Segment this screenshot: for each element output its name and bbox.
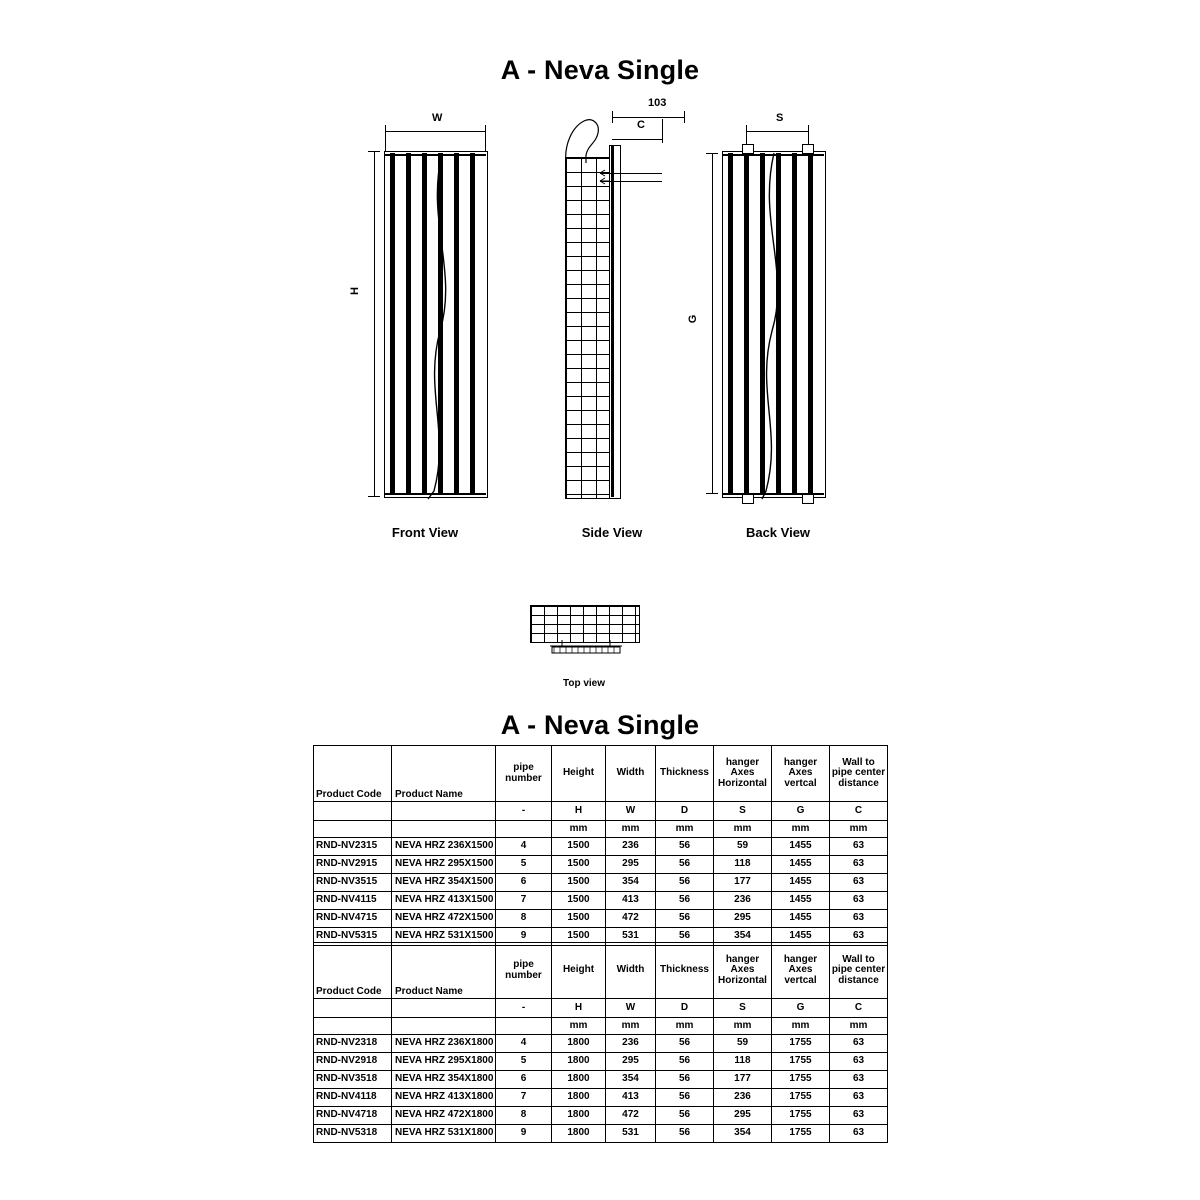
th-product-name: Product Name <box>392 943 496 999</box>
cell-w: 354 <box>606 874 656 892</box>
cell-g: 1455 <box>772 910 830 928</box>
cell-h: 1800 <box>552 1071 606 1089</box>
cell-g: 1755 <box>772 1089 830 1107</box>
th-thickness: Thickness <box>656 746 714 802</box>
dim-line-depth <box>612 117 684 118</box>
cell-name: NEVA HRZ 236X1800 <box>392 1035 496 1053</box>
hanger-bracket-top-left <box>742 144 754 154</box>
sym-pipes: - <box>496 999 552 1018</box>
table-symbol-row <box>314 802 888 821</box>
cell-g: 1455 <box>772 892 830 910</box>
cell-name: NEVA HRZ 295X1500 <box>392 856 496 874</box>
sym-w: W <box>606 999 656 1018</box>
cell-code: RND-NV4715 <box>314 910 392 928</box>
cell-s: 118 <box>714 1053 772 1071</box>
dim-label-s: S <box>776 112 784 124</box>
cell-c: 63 <box>830 1107 888 1125</box>
unit-s: mm <box>714 1018 772 1035</box>
unit-c: mm <box>830 821 888 838</box>
cell-h: 1500 <box>552 856 606 874</box>
cell-w: 531 <box>606 928 656 946</box>
dim-label-c: C <box>637 119 645 131</box>
th-hanger-axes-horizontal: hanger Axes Horizontal <box>714 746 772 802</box>
cell-code: RND-NV5318 <box>314 1125 392 1143</box>
unit-blank-pipes <box>496 821 552 838</box>
cell-pipes: 6 <box>496 1071 552 1089</box>
table-row <box>314 874 888 892</box>
unit-h: mm <box>552 821 606 838</box>
cell-w: 413 <box>606 1089 656 1107</box>
unit-d: mm <box>656 821 714 838</box>
cell-name: NEVA HRZ 531X1800 <box>392 1125 496 1143</box>
cell-w: 472 <box>606 1107 656 1125</box>
cell-code: RND-NV3515 <box>314 874 392 892</box>
cell-d: 56 <box>656 874 714 892</box>
cell-code: RND-NV2915 <box>314 856 392 874</box>
cell-w: 236 <box>606 1035 656 1053</box>
cell-d: 56 <box>656 1035 714 1053</box>
sym-g: G <box>772 802 830 821</box>
sym-blank-code <box>314 802 392 821</box>
th-pipe-number: pipe number <box>496 943 552 999</box>
cell-w: 295 <box>606 856 656 874</box>
dim-line-g <box>712 153 713 493</box>
cell-g: 1455 <box>772 838 830 856</box>
unit-blank-code <box>314 1018 392 1035</box>
cell-g: 1755 <box>772 1125 830 1143</box>
cell-s: 59 <box>714 838 772 856</box>
table-row <box>314 856 888 874</box>
cell-g: 1455 <box>772 856 830 874</box>
cell-h: 1800 <box>552 1107 606 1125</box>
spec-table-1500 <box>313 745 888 946</box>
table-header-row <box>314 746 888 802</box>
cell-pipes: 5 <box>496 1053 552 1071</box>
table-row <box>314 1071 888 1089</box>
cell-w: 413 <box>606 892 656 910</box>
cell-code: RND-NV4718 <box>314 1107 392 1125</box>
unit-blank-name <box>392 1018 496 1035</box>
sym-s: S <box>714 802 772 821</box>
view-label-side: Side View <box>581 525 643 540</box>
unit-g: mm <box>772 821 830 838</box>
cell-code: RND-NV2315 <box>314 838 392 856</box>
table-row <box>314 1107 888 1125</box>
dim-tick-h-top <box>368 151 380 152</box>
cell-c: 63 <box>830 874 888 892</box>
table-row <box>314 910 888 928</box>
unit-s: mm <box>714 821 772 838</box>
dim-tick-g-bottom <box>706 493 718 494</box>
table-unit-row <box>314 821 888 838</box>
dim-label-g: G <box>687 314 699 324</box>
cell-w: 472 <box>606 910 656 928</box>
cell-s: 236 <box>714 1089 772 1107</box>
dim-tick-g-top <box>706 153 718 154</box>
page-title-table: A - Neva Single <box>500 710 700 740</box>
cell-name: NEVA HRZ 531X1500 <box>392 928 496 946</box>
view-label-back: Back View <box>745 525 811 540</box>
unit-blank-name <box>392 821 496 838</box>
cell-name: NEVA HRZ 295X1800 <box>392 1053 496 1071</box>
cell-s: 354 <box>714 1125 772 1143</box>
cell-c: 63 <box>830 1125 888 1143</box>
cell-d: 56 <box>656 1125 714 1143</box>
spec-table-1800-wrapper <box>313 942 887 1143</box>
cell-c: 63 <box>830 892 888 910</box>
table-symbol-row <box>314 999 888 1018</box>
side-view-wall <box>565 157 611 499</box>
hanger-bracket-top-right <box>802 144 814 154</box>
dim-line-s <box>746 131 808 132</box>
cell-h: 1500 <box>552 910 606 928</box>
cell-name: NEVA HRZ 354X1500 <box>392 874 496 892</box>
side-view-radiator-fill <box>611 145 614 497</box>
cell-code: RND-NV2318 <box>314 1035 392 1053</box>
cell-pipes: 7 <box>496 892 552 910</box>
sym-c: C <box>830 802 888 821</box>
view-label-front: Front View <box>391 525 459 540</box>
ext-line-w-right <box>485 131 486 151</box>
cell-w: 531 <box>606 1125 656 1143</box>
cell-name: NEVA HRZ 413X1800 <box>392 1089 496 1107</box>
cell-s: 177 <box>714 1071 772 1089</box>
cell-code: RND-NV5315 <box>314 928 392 946</box>
cell-code: RND-NV3518 <box>314 1071 392 1089</box>
sym-d: D <box>656 999 714 1018</box>
front-view-pipe-curve <box>384 151 488 501</box>
unit-h: mm <box>552 1018 606 1035</box>
hanger-bracket-bottom-left <box>742 494 754 504</box>
cell-code: RND-NV4118 <box>314 1089 392 1107</box>
cell-pipes: 7 <box>496 1089 552 1107</box>
table-row <box>314 838 888 856</box>
dim-tick-depth-right <box>684 111 685 123</box>
page-title-top: A - Neva Single <box>500 55 700 85</box>
cell-s: 118 <box>714 856 772 874</box>
cell-d: 56 <box>656 1089 714 1107</box>
th-hanger-axes-vertical: hanger Axes vertcal <box>772 746 830 802</box>
th-product-name: Product Name <box>392 746 496 802</box>
sym-blank-name <box>392 999 496 1018</box>
cell-c: 63 <box>830 856 888 874</box>
th-product-code: Product Code <box>314 943 392 999</box>
th-wall-to-pipe: Wall to pipe center distance <box>830 746 888 802</box>
sym-d: D <box>656 802 714 821</box>
cell-d: 56 <box>656 892 714 910</box>
table-header-row <box>314 943 888 999</box>
cell-s: 177 <box>714 874 772 892</box>
cell-d: 56 <box>656 856 714 874</box>
view-label-top: Top view <box>562 678 606 689</box>
cell-s: 354 <box>714 928 772 946</box>
sym-blank-name <box>392 802 496 821</box>
unit-g: mm <box>772 1018 830 1035</box>
drawing-area <box>0 95 1200 565</box>
spec-table-1800 <box>313 942 888 1143</box>
cell-d: 56 <box>656 1053 714 1071</box>
sym-g: G <box>772 999 830 1018</box>
side-view-arrow-icon <box>596 167 616 189</box>
cell-pipes: 8 <box>496 1107 552 1125</box>
sym-blank-code <box>314 999 392 1018</box>
th-pipe-number: pipe number <box>496 746 552 802</box>
cell-s: 59 <box>714 1035 772 1053</box>
table-row <box>314 1035 888 1053</box>
cell-w: 354 <box>606 1071 656 1089</box>
cell-h: 1500 <box>552 892 606 910</box>
sym-w: W <box>606 802 656 821</box>
cell-pipes: 4 <box>496 838 552 856</box>
sym-h: H <box>552 999 606 1018</box>
th-width: Width <box>606 943 656 999</box>
cell-c: 63 <box>830 910 888 928</box>
dim-line-h <box>374 151 375 496</box>
cell-name: NEVA HRZ 354X1800 <box>392 1071 496 1089</box>
th-hanger-axes-horizontal: hanger Axes Horizontal <box>714 943 772 999</box>
table-row <box>314 1089 888 1107</box>
cell-pipes: 4 <box>496 1035 552 1053</box>
unit-blank-pipes <box>496 1018 552 1035</box>
table-row <box>314 892 888 910</box>
hanger-bracket-bottom-right <box>802 494 814 504</box>
unit-w: mm <box>606 821 656 838</box>
dim-label-depth: 103 <box>648 97 667 109</box>
dim-line-w <box>385 131 485 132</box>
table-unit-row <box>314 1018 888 1035</box>
cell-c: 63 <box>830 1035 888 1053</box>
spec-table-1500-wrapper <box>313 745 887 946</box>
cell-c: 63 <box>830 838 888 856</box>
cell-s: 295 <box>714 910 772 928</box>
unit-w: mm <box>606 1018 656 1035</box>
cell-pipes: 9 <box>496 1125 552 1143</box>
cell-w: 295 <box>606 1053 656 1071</box>
th-hanger-axes-vertical: hanger Axes vertcal <box>772 943 830 999</box>
dim-tick-c-right <box>662 119 663 143</box>
unit-blank-code <box>314 821 392 838</box>
cell-c: 63 <box>830 928 888 946</box>
th-product-code: Product Code <box>314 746 392 802</box>
cell-s: 295 <box>714 1107 772 1125</box>
dim-tick-h-bottom <box>368 496 380 497</box>
table-row <box>314 1053 888 1071</box>
cell-c: 63 <box>830 1053 888 1071</box>
th-wall-to-pipe: Wall to pipe center distance <box>830 943 888 999</box>
cell-name: NEVA HRZ 472X1500 <box>392 910 496 928</box>
cell-h: 1500 <box>552 874 606 892</box>
cell-pipes: 5 <box>496 856 552 874</box>
cell-s: 236 <box>714 892 772 910</box>
cell-g: 1755 <box>772 1053 830 1071</box>
table-row <box>314 1125 888 1143</box>
cell-g: 1455 <box>772 874 830 892</box>
back-view-pipe-curve <box>722 151 826 501</box>
unit-c: mm <box>830 1018 888 1035</box>
top-view-radiator-profile <box>524 600 648 660</box>
cell-c: 63 <box>830 1071 888 1089</box>
cell-g: 1755 <box>772 1107 830 1125</box>
sym-pipes: - <box>496 802 552 821</box>
cell-g: 1455 <box>772 928 830 946</box>
cell-d: 56 <box>656 1071 714 1089</box>
cell-name: NEVA HRZ 236X1500 <box>392 838 496 856</box>
dim-line-c <box>612 139 662 140</box>
cell-h: 1800 <box>552 1089 606 1107</box>
cell-pipes: 8 <box>496 910 552 928</box>
th-width: Width <box>606 746 656 802</box>
cell-code: RND-NV2918 <box>314 1053 392 1071</box>
cell-d: 56 <box>656 928 714 946</box>
cell-h: 1800 <box>552 1035 606 1053</box>
sym-h: H <box>552 802 606 821</box>
cell-d: 56 <box>656 1107 714 1125</box>
unit-d: mm <box>656 1018 714 1035</box>
cell-name: NEVA HRZ 413X1500 <box>392 892 496 910</box>
cell-h: 1500 <box>552 838 606 856</box>
cell-name: NEVA HRZ 472X1800 <box>392 1107 496 1125</box>
cell-c: 63 <box>830 1089 888 1107</box>
dim-label-h: H <box>349 287 361 295</box>
cell-d: 56 <box>656 838 714 856</box>
cell-h: 1800 <box>552 1125 606 1143</box>
cell-code: RND-NV4115 <box>314 892 392 910</box>
th-height: Height <box>552 943 606 999</box>
cell-pipes: 6 <box>496 874 552 892</box>
cell-pipes: 9 <box>496 928 552 946</box>
cell-g: 1755 <box>772 1035 830 1053</box>
ext-line-w-left <box>385 131 386 151</box>
sym-c: C <box>830 999 888 1018</box>
cell-w: 236 <box>606 838 656 856</box>
cell-g: 1755 <box>772 1071 830 1089</box>
th-height: Height <box>552 746 606 802</box>
dim-label-w: W <box>432 112 443 124</box>
sym-s: S <box>714 999 772 1018</box>
cell-d: 56 <box>656 910 714 928</box>
cell-h: 1800 <box>552 1053 606 1071</box>
th-thickness: Thickness <box>656 943 714 999</box>
cell-h: 1500 <box>552 928 606 946</box>
